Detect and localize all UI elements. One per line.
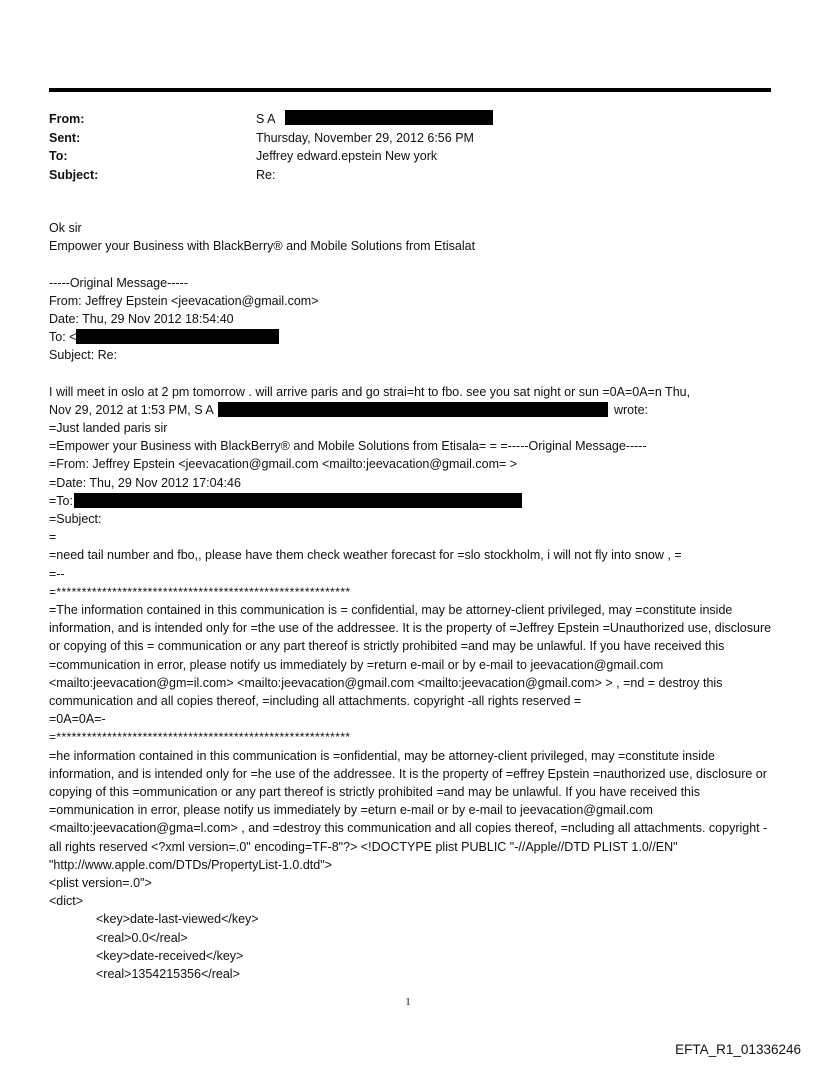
sent-value: Thursday, November 29, 2012 6:56 PM bbox=[256, 130, 474, 145]
quoted-line: =Empower your Business with BlackBerry® and Mobile Solutions from Etisala= = =-----Original Message----- bbox=[49, 439, 647, 454]
plist-line: <real>1354215356</real> bbox=[96, 966, 240, 981]
quoted-line: =Date: Thu, 29 Nov 2012 17:04:46 bbox=[49, 475, 241, 490]
to-row bbox=[49, 147, 493, 166]
email-header bbox=[49, 110, 493, 184]
subject-row bbox=[49, 166, 493, 185]
plist-line: <dict> bbox=[49, 894, 84, 909]
sent-row bbox=[49, 129, 493, 148]
quoted-line: = bbox=[49, 530, 57, 545]
disclaimer-paragraph: =he information contained in this communication is =onfidential, may be attorney-client privileged, may =constitute inside information, and is intended only for =he use of the addressee. It is the property of =effrey Epstein =nauthorized use, disclosure or copying of this =ommunication or any part thereof is strictly prohibited =and may be unlawful. If you have received this =ommunication in error, please notify us immediately by =eturn e-mail or by e-mail to jeevacation@gmail.com <mailto:jeevacation@gma=l.com> , and =destroy this communication and all copies thereof, =ncluding all attachments. copyright -all rights reserved <?xml version=.0" encoding=TF-8"?> <!DOCTYPE plist PUBLIC "-//Apple//DTD PLIST 1.0//EN" "http://www.apple.com/DTDs/PropertyList-1.0.dtd"> bbox=[49, 748, 768, 872]
plist-line: <key>date-received</key> bbox=[96, 948, 244, 963]
original-from: From: Jeffrey Epstein <jeevacation@gmail.com> bbox=[49, 293, 319, 308]
plist-line: <key>date-last-viewed</key> bbox=[96, 912, 259, 927]
original-date: Date: Thu, 29 Nov 2012 18:54:40 bbox=[49, 311, 234, 326]
quoted-to-text: =To: bbox=[49, 493, 73, 508]
original-subject: Subject: Re: bbox=[49, 348, 118, 363]
original-to-text: To: < bbox=[49, 330, 77, 345]
bates-number: EFTA_R1_01336246 bbox=[675, 1042, 801, 1057]
email-body bbox=[49, 219, 779, 983]
to-value: Jeffrey edward.epstein New york bbox=[256, 149, 438, 163]
header-rule bbox=[49, 88, 771, 92]
disclaimer-paragraph: =The information contained in this communication is = confidential, may be attorney-client privileged, may =constitute inside information, and is intended only for =the use of the addressee. It is the property of =Jeffrey Epstein =Unauthorized use, disclosure or copying of this = communication or any part thereof is strictly prohibited =and may be unlawful. If you have received this =communication in error, please notify us immediately by =return e-mail or by e-mail to jeevacation@gmail.com <mailto:jeevacation@gm=il.com> <mailto:jeevacation@gmail.com <mailto:jeevacation@gmail.com> > , =nd = destroy this communication and all copies thereof, =including all attachments. copyright -all rights reserved = bbox=[49, 602, 772, 708]
redaction-box bbox=[218, 402, 608, 417]
from-label: From: bbox=[49, 112, 85, 126]
subject-value: Re: bbox=[256, 167, 276, 182]
message-text: wrote: bbox=[613, 402, 649, 417]
message-text: Nov 29, 2012 at 1:53 PM, S A bbox=[49, 402, 213, 417]
reply-line: Ok sir bbox=[49, 221, 82, 235]
plist-line: <plist version=.0"> bbox=[49, 875, 152, 890]
quoted-line: =From: Jeffrey Epstein <jeevacation@gmail.com <mailto:jeevacation@gmail.com= > bbox=[49, 457, 518, 472]
subject-label: Subject: bbox=[49, 167, 99, 182]
message-line: I will meet in oslo at 2 pm tomorrow . will arrive paris and go strai=ht to fbo. see you sat night or sun =0A=0A=n Thu, bbox=[49, 384, 691, 399]
quoted-line: =Subject: bbox=[49, 512, 102, 526]
separator-stars: =********************************************************** bbox=[49, 730, 351, 745]
from-value: S A bbox=[256, 112, 276, 126]
separator-stars: =********************************************************** bbox=[49, 584, 351, 599]
original-message-marker: -----Original Message----- bbox=[49, 275, 188, 290]
original-to bbox=[49, 328, 779, 346]
to-label: To: bbox=[49, 149, 68, 163]
quoted-line: =-- bbox=[49, 566, 65, 581]
quoted-line: =Just landed paris sir bbox=[49, 421, 168, 436]
redaction-box bbox=[76, 329, 279, 344]
redaction-box bbox=[74, 493, 522, 508]
page-number: 1 bbox=[405, 996, 411, 1008]
plist-line: <real>0.0</real> bbox=[96, 930, 188, 945]
quoted-line: =need tail number and fbo,, please have them check weather forecast for =slo stockholm, i will not fly into snow , = bbox=[49, 548, 682, 563]
sent-label: Sent: bbox=[49, 130, 81, 145]
from-row bbox=[49, 110, 493, 129]
quoted-line: =0A=0A=- bbox=[49, 712, 106, 727]
redaction-box bbox=[285, 110, 493, 125]
message-line bbox=[49, 401, 779, 419]
reply-signature: Empower your Business with BlackBerry® and Mobile Solutions from Etisalat bbox=[49, 239, 476, 254]
quoted-to-line bbox=[49, 492, 779, 510]
